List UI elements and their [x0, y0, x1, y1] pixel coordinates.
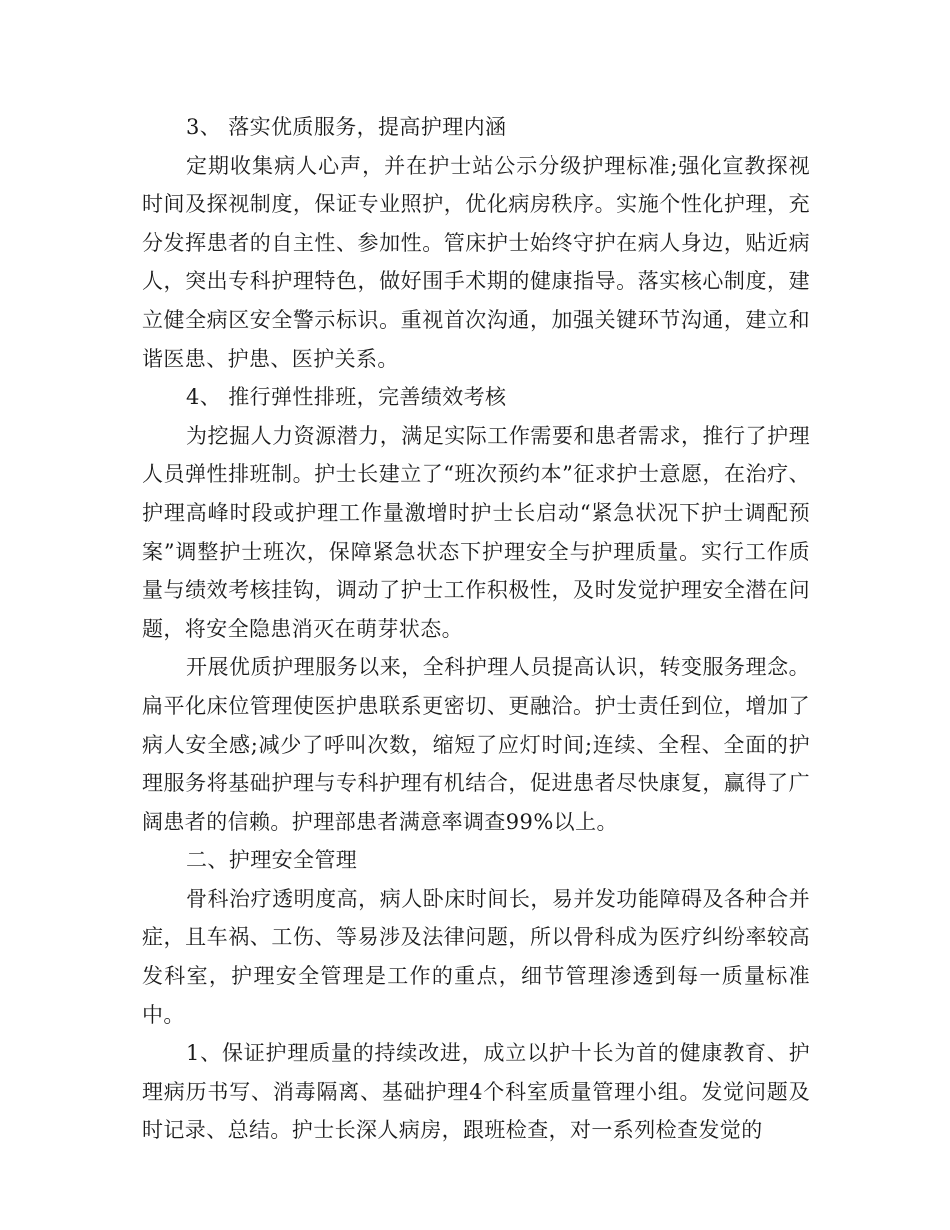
- paragraph-safety-intro: 骨科治疗透明度高，病人卧床时间长，易并发功能障碍及各种合并症，且车祸、工伤、等易涉及法律问题，所以骨科成为医疗纠纷率较高发科室，护理安全管理是工作的重点，细节管理渗透到每一质量标准中。: [142, 886, 810, 1027]
- paragraph-quality-service: 定期收集病人心声，并在护士站公示分级护理标准;强化宣教探视时间及探视制度，保证专业照护，优化病房秩序。实施个性化护理，充分发挥患者的自主性、参加性。管床护士始终守护在病人身边，贴近病人，突出专科护理特色，做好围手术期的健康指导。落实核心制度，建立健全病区安全警示标识。重视首次沟通，加强关键环节沟通，建立和谐医患、护患、医护关系。: [142, 153, 810, 371]
- paragraph-quality-improvement: 1、保证护理质量的持续改进，成立以护十长为首的健康教育、护理病历书写、消毒隔离、基础护理4个科室质量管理小组。发觉问题及时记录、总结。护士长深人病房，跟班检查，对一系列检查发觉的: [142, 1041, 810, 1143]
- section-heading-4: 4、 推行弹性排班，完善绩效考核: [186, 385, 507, 410]
- section-heading-3: 3、 落实优质服务，提高护理内涵: [186, 115, 507, 139]
- document-body: [142, 108, 810, 1150]
- paragraph-results: 开展优质护理服务以来，全科护理人员提高认识，转变服务理念。扁平化床位管理使医护患联系更密切、更融洽。护士责任到位，增加了病人安全感;减少了呼叫次数，缩短了应灯时间;连续、全程、全面的护理服务将基础护理与专科护理有机结合，促进患者尽快康复，赢得了广阔患者的信赖。护理部患者满意率调查99%以上。: [142, 655, 810, 834]
- paragraph-flexible-scheduling: 为挖掘人力资源潜力，满足实际工作需要和患者需求，推行了护理人员弹性排班制。护士长建立了“班次预约本”征求护士意愿，在治疗、护理高峰时段或护理工作量激增时护士长启动“紧急状况下护士调配预案”调整护士班次，保障紧急状态下护理安全与护理质量。实行工作质量与绩效考核挂钩，调动了护士工作积极性，及时发觉护理安全潜在问题，将安全隐患消灭在萌芽状态。: [142, 423, 810, 641]
- section-heading-safety: 二、护理安全管理: [186, 848, 358, 873]
